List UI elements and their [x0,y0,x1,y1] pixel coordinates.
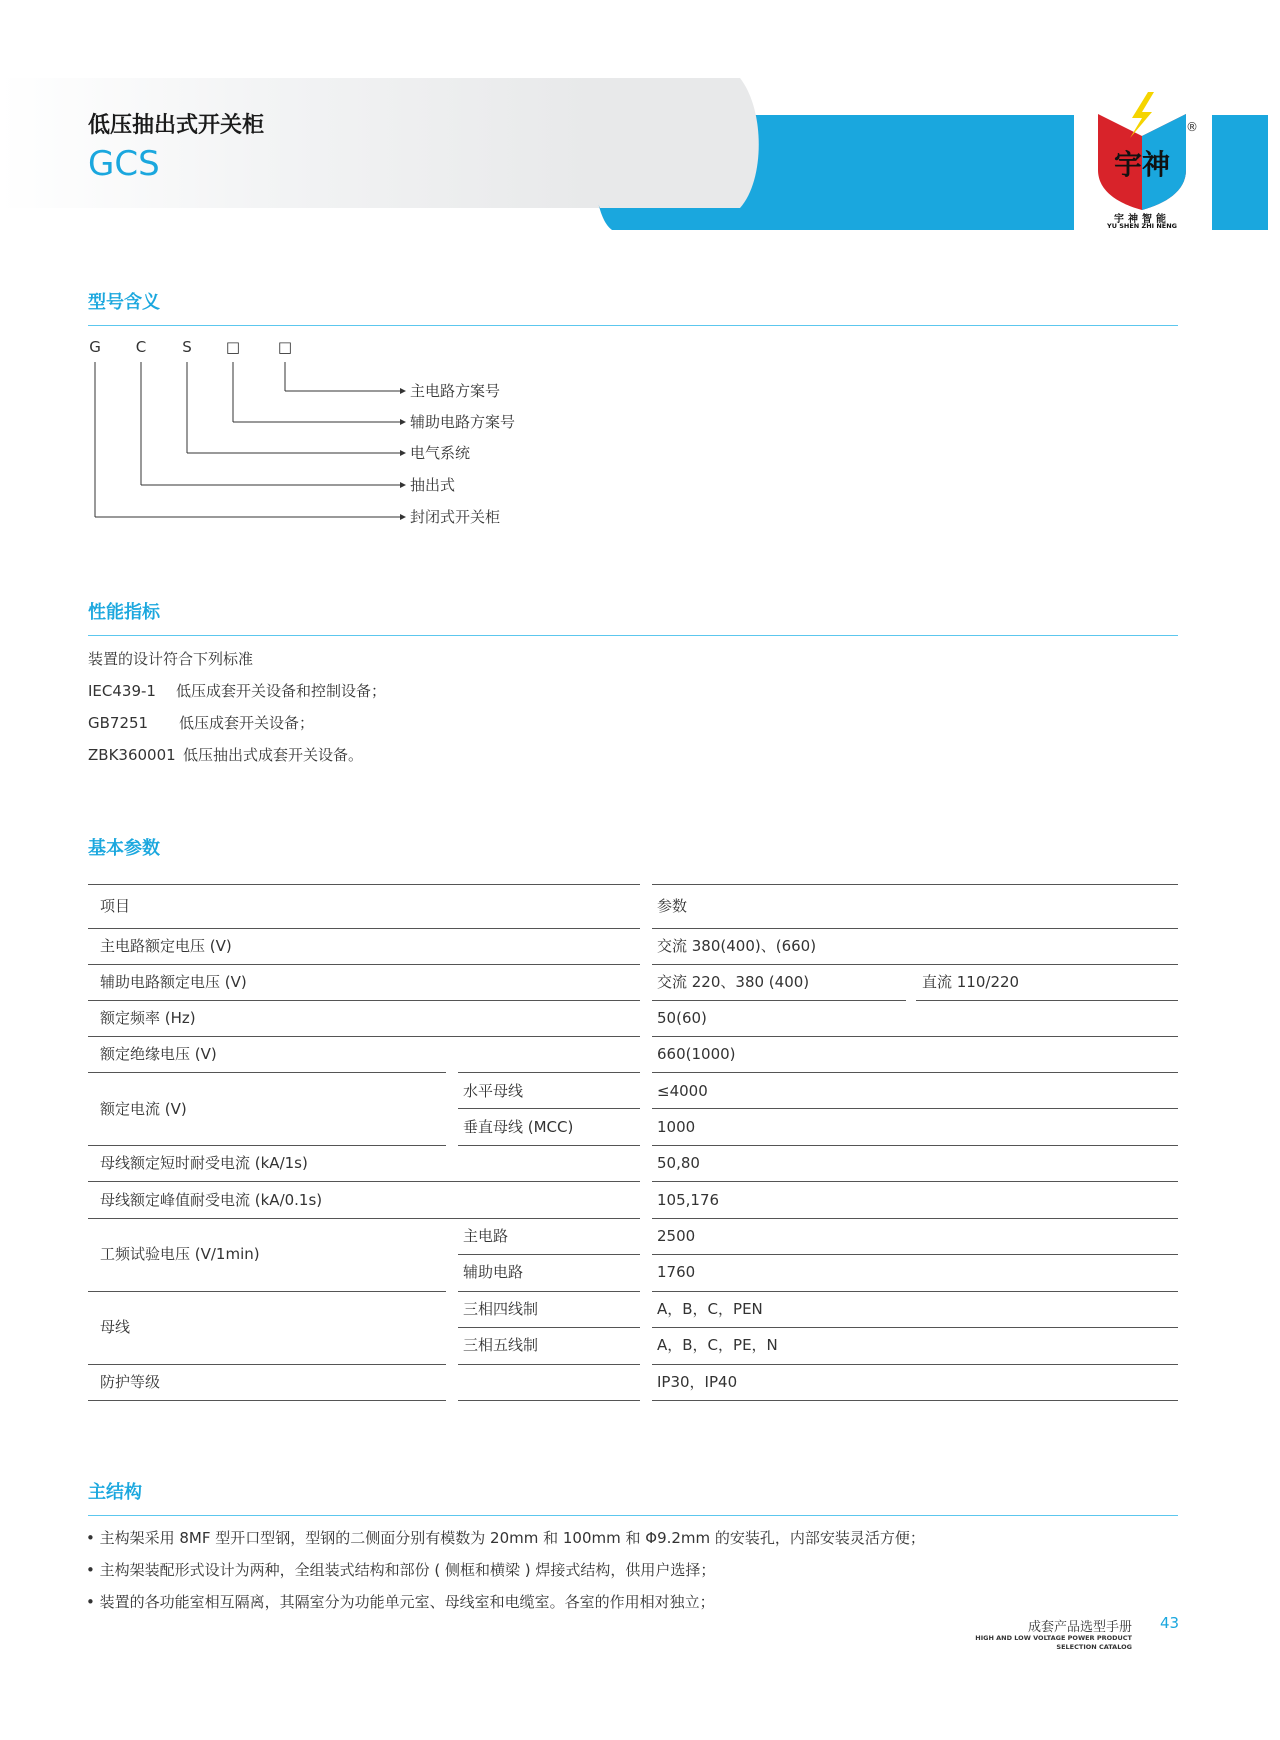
table-cell-value: A，B，C，PE，N [657,1336,778,1354]
table-rule [652,1364,1178,1365]
standard-row [88,712,386,744]
table-rule [458,1108,640,1109]
table-cell-item: 额定绝缘电压 (V) [100,1045,217,1063]
table-rule [652,1036,1178,1037]
table-rule [458,1364,640,1365]
table-cell-item: 防护等级 [100,1373,161,1391]
standard-code: IEC439-1 [88,682,156,700]
performance-standards [88,648,386,776]
table-cell-item: 额定电流 (V) [100,1100,187,1118]
model-code: GCS [88,144,160,184]
table-cell-item: 额定频率 (Hz) [100,1009,196,1027]
table-cell-item: 主电路额定电压 (V) [100,937,232,955]
table-rule [458,1400,640,1401]
table-cell-value: A，B，C，PEN [657,1300,763,1318]
table-rule [458,1327,640,1328]
table-cell-value: 直流 110/220 [922,973,1020,991]
table-header-value: 参数 [657,897,688,915]
model-label-main-circuit: 主电路方案号 [410,382,501,400]
table-cell-item: 母线 [100,1318,131,1336]
section-title-model-meaning: 型号含义 [88,292,160,313]
table-rule [88,964,640,965]
footer-catalog-subtitle: SELECTION CATALOG [1056,1643,1132,1651]
model-letter-g: G [89,338,101,356]
table-header-item: 项目 [100,897,131,915]
table-rule [88,1145,446,1146]
table-cell-item: 工频试验电压 (V/1min) [100,1245,260,1263]
table-rule [88,1036,640,1037]
section-divider [88,1515,1178,1516]
table-rule [652,1400,1178,1401]
table-rule [88,928,640,929]
section-divider [88,325,1178,326]
table-rule [652,1108,1178,1109]
table-cell-subitem: 主电路 [463,1227,509,1245]
table-cell-value: 1760 [657,1263,696,1281]
registered-mark: ® [1186,120,1198,134]
table-cell-item: 母线额定短时耐受电流 (kA/1s) [100,1154,308,1172]
table-cell-item: 辅助电路额定电压 (V) [100,973,247,991]
section-divider [88,635,1178,636]
table-rule [916,1000,1178,1001]
standard-row [88,680,386,712]
table-rule [652,1000,906,1001]
list-item: • 装置的各功能室相互隔离，其隔室分为功能单元室、母线室和电缆室。各室的作用相对独立； [86,1593,715,1611]
table-rule [88,1000,640,1001]
model-label-enclosed: 封闭式开关柜 [410,508,501,526]
table-cell-value: IP30，IP40 [657,1373,738,1391]
table-rule [652,1072,1178,1073]
table-rule [652,1181,1178,1182]
table-cell-item: 母线额定峰值耐受电流 (kA/0.1s) [100,1191,323,1209]
table-cell-value: 50(60) [657,1009,707,1027]
list-item: • 主构架采用 8MF 型开口型钢，型钢的二侧面分别有模数为 20mm 和 100mm 和 Φ9.2mm 的安装孔，内部安装灵活方便； [86,1529,925,1547]
standard-code: GB7251 [88,714,149,732]
table-cell-subitem: 水平母线 [463,1082,524,1100]
table-rule [458,1291,640,1292]
table-rule [88,884,640,885]
footer-catalog-title: 成套产品选型手册 [1027,1620,1132,1635]
table-cell-value: ≤4000 [657,1082,708,1100]
table-rule [88,1218,640,1219]
table-rule [458,1254,640,1255]
table-rule [652,1218,1178,1219]
table-rule [88,1072,446,1073]
table-rule [88,1291,446,1292]
table-rule [652,1254,1178,1255]
table-rule [458,1145,640,1146]
table-cell-value: 2500 [657,1227,696,1245]
model-label-withdrawable: 抽出式 [410,476,456,494]
model-label-electrical-system: 电气系统 [410,444,471,462]
table-rule [652,1291,1178,1292]
table-rule [88,1400,446,1401]
table-cell-subitem: 三相五线制 [463,1336,539,1354]
section-title-performance: 性能指标 [88,602,160,623]
table-rule [652,964,1178,965]
standard-row [88,744,386,776]
table-cell-value: 660(1000) [657,1045,736,1063]
model-letter-s: S [182,338,192,356]
logo-mark: 宇神 [1113,148,1171,181]
structure-list [86,1527,925,1623]
table-cell-value: 105,176 [657,1191,720,1209]
table-cell-value: 50,80 [657,1154,700,1172]
table-rule [88,1364,446,1365]
logo-english-name: YU SHEN ZHI NENG [1106,222,1177,230]
table-cell-value: 1000 [657,1118,696,1136]
page-number: 43 [1160,1614,1180,1632]
table-cell-value: 交流 380(400)、(660) [657,937,817,955]
model-placeholder-2: □ [277,338,293,356]
table-cell-subitem: 三相四线制 [463,1300,539,1318]
model-label-aux-circuit: 辅助电路方案号 [410,413,516,431]
section-title-parameters: 基本参数 [88,838,160,859]
standard-code: ZBK360001 [88,746,176,764]
list-item: • 主构架装配形式设计为两种，全组装式结构和部份 ( 侧框和横梁 ) 焊接式结构，供用户选择； [86,1561,716,1579]
table-rule [458,1072,640,1073]
table-cell-subitem: 垂直母线 (MCC) [463,1118,574,1136]
section-title-structure: 主结构 [88,1482,142,1503]
performance-intro: 装置的设计符合下列标准 [88,650,254,668]
table-cell-value: 交流 220、380 (400) [657,973,810,991]
table-rule [652,928,1178,929]
footer-catalog-subtitle: HIGH AND LOW VOLTAGE POWER PRODUCT [975,1634,1132,1642]
table-rule [652,1327,1178,1328]
model-letter-c: C [135,338,147,356]
model-meaning-diagram [80,330,680,540]
table-rule [88,1181,640,1182]
standard-desc: 低压抽出式成套开关设备。 [183,746,364,764]
table-rule [652,1145,1178,1146]
document-title: 低压抽出式开关柜 [88,113,265,138]
standard-desc: 低压成套开关设备和控制设备； [176,682,387,700]
table-rule [652,884,1178,885]
model-placeholder-1: □ [225,338,241,356]
standard-desc: 低压成套开关设备； [179,714,315,732]
logo-chinese-name: 宇神智能 [1114,214,1170,225]
table-cell-subitem: 辅助电路 [463,1263,524,1281]
